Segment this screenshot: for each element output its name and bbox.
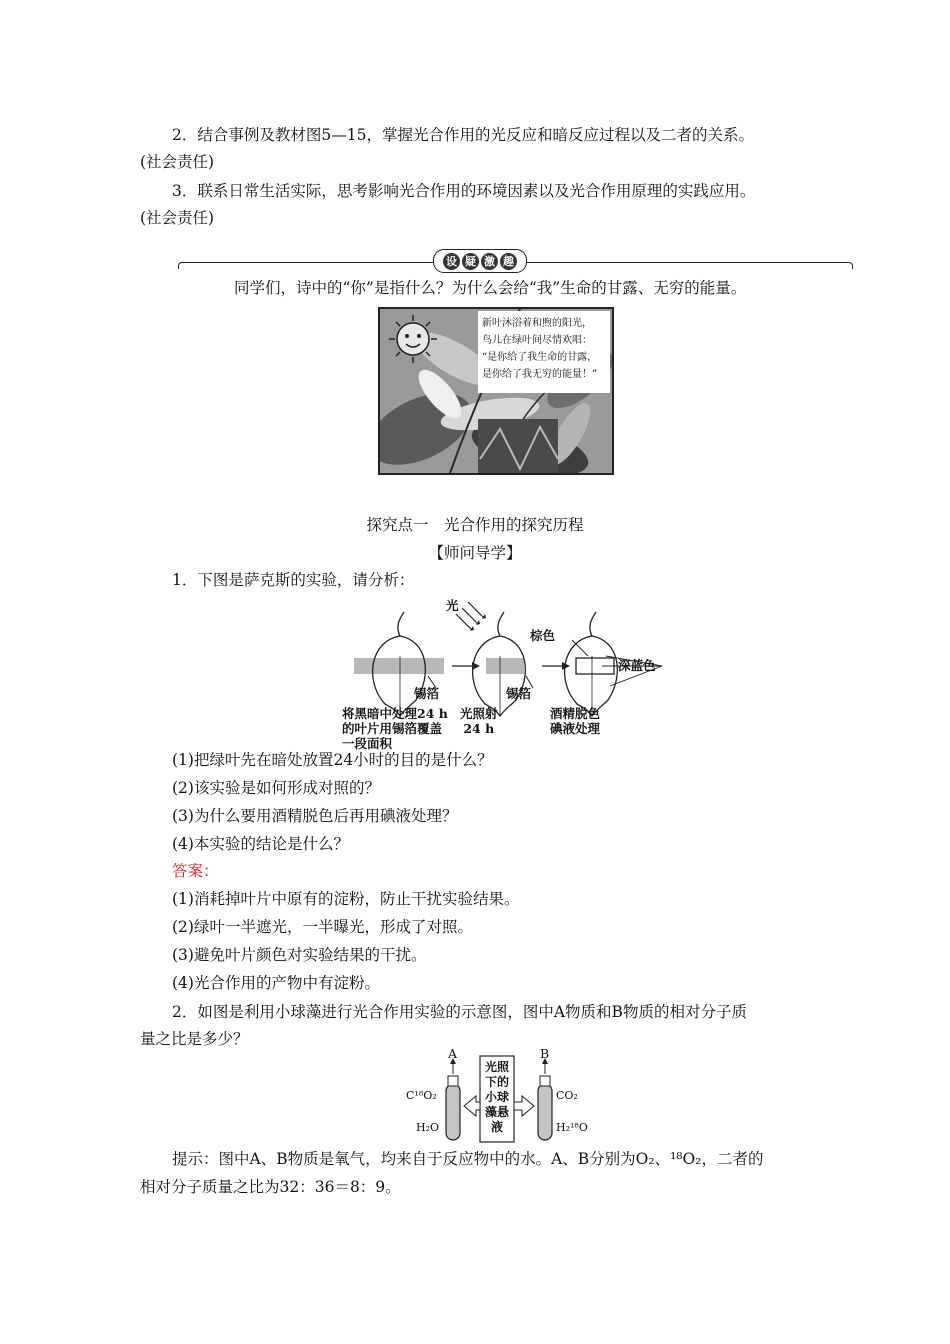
box-char: 照 [497, 1060, 510, 1074]
box-char: 球 [497, 1090, 510, 1104]
step1-line: 的叶片用锡箔覆盖 [342, 721, 443, 736]
banner-char: 设 [443, 253, 460, 270]
step1-line: 将黑暗中处理24 h [342, 706, 448, 721]
poem-line: 新叶沐浴着和煦的阳光， [482, 318, 592, 329]
box-char: 小 [484, 1090, 497, 1104]
label-b: B [540, 1046, 550, 1061]
section-title: 探究点一 光合作用的探究历程 [366, 516, 584, 534]
box-char: 的 [497, 1075, 510, 1089]
label-right-water: H₂¹⁸O [556, 1121, 588, 1134]
label-foil-1: 锡箔 [414, 686, 440, 701]
label-brown: 棕色 [530, 628, 556, 643]
objective-3-line2: (社会责任) [140, 209, 215, 227]
q1-answer: (2)绿叶一半遮光，一半曝光，形成了对照。 [172, 918, 473, 936]
q1-answer: (1)消耗掉叶片中原有的淀粉，防止干扰实验结果。 [172, 890, 520, 908]
objective-2-line1: 2．结合事例及教材图5—15，掌握光合作用的光反应和暗反应过程以及二者的关系。 [172, 126, 754, 144]
label-left-gas: C¹⁸O₂ [406, 1089, 437, 1102]
q1-prompt: 1．下图是萨克斯的实验，请分析： [172, 571, 415, 589]
section-subtitle: 【师问导学】 [428, 544, 522, 562]
objective-3-line1: 3．联系日常生活实际，思考影响光合作用的环境因素以及光合作用原理的实践应用。 [172, 182, 756, 200]
q2-prompt-line1: 2．如图是利用小球藻进行光合作用实验的示意图，图中A物质和B物质的相对分子质 [172, 1003, 747, 1021]
label-left-water: H₂O [416, 1121, 440, 1134]
banner-tag [433, 249, 527, 273]
box-char: 下 [484, 1075, 497, 1089]
step1-line: 一段面积 [342, 736, 393, 751]
poem-line: 鸟儿在绿叶间尽情欢唱： [482, 335, 592, 346]
box-char: 光 [484, 1060, 497, 1074]
q1-answer: (4)光合作用的产物中有淀粉。 [172, 974, 380, 992]
q1-answer: (3)避免叶片颜色对实验结果的干扰。 [172, 946, 427, 964]
q1-question: (3)为什么要用酒精脱色后再用碘液处理？ [172, 807, 458, 825]
label-step1 [342, 706, 448, 751]
poem-line: “是你给了我生命的甘露， [482, 352, 598, 363]
step2-line: 光照射 [460, 706, 498, 721]
q2-prompt-line2: 量之比是多少？ [140, 1030, 249, 1048]
banner-char: 疑 [462, 253, 479, 270]
box-char: 悬 [497, 1105, 510, 1119]
q2-hint-line2: 相对分子质量之比为32：36＝8：9。 [140, 1178, 401, 1196]
step3-line: 酒精脱色 [550, 706, 601, 721]
objective-2-line2: (社会责任) [140, 153, 215, 171]
label-step3 [550, 706, 600, 736]
chlorella-box-text [482, 1060, 512, 1135]
label-step2 [460, 706, 498, 736]
step3-line: 碘液处理 [550, 721, 601, 736]
q1-question: (1)把绿叶先在暗处放置24小时的目的是什么？ [172, 751, 493, 769]
q2-hint-line1 [140, 1148, 763, 1170]
leaf-sun-cartoon [378, 307, 614, 475]
label-light: 光 [446, 598, 459, 613]
q1-question: (4)本实验的结论是什么？ [172, 835, 349, 853]
intro-text: 同学们，诗中的“你”是指什么？为什么会给“我”生命的甘露、无穷的能量。 [234, 279, 747, 297]
chlorella-experiment-diagram [406, 1046, 590, 1146]
answer-label: 答案： [172, 862, 219, 880]
q2-hint-text: 提示：图中A、B物质是氧气，均来自于反应物中的水。A、B分别为O₂、¹⁸O₂，二者的 [172, 1150, 764, 1168]
sachs-experiment-diagram [340, 596, 670, 751]
poem-text [482, 315, 597, 383]
banner-char: 激 [481, 253, 498, 270]
step2-line: 24 h [463, 721, 495, 736]
label-foil-2: 锡箔 [506, 686, 532, 701]
label-right-gas: CO₂ [556, 1089, 578, 1102]
poem-line: 是你给了我无穷的能量！” [482, 369, 598, 380]
label-a: A [448, 1046, 458, 1061]
box-char: 液 [490, 1120, 503, 1134]
box-char: 藻 [484, 1105, 497, 1119]
light-arrows [456, 602, 484, 630]
banner-char: 趣 [500, 253, 517, 270]
label-deep-blue: 深蓝色 [618, 658, 656, 673]
q1-question: (2)该实验是如何形成对照的？ [172, 779, 380, 797]
